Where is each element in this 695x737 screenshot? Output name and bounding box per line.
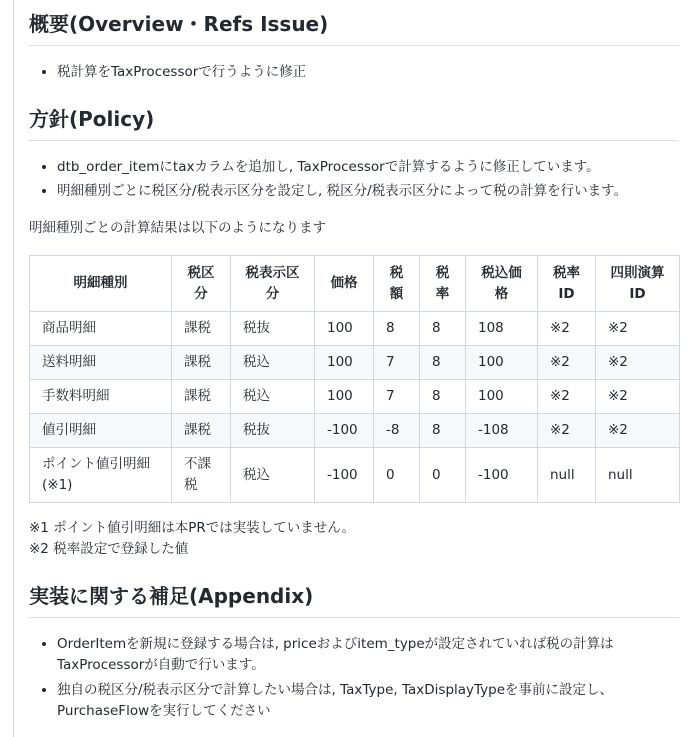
table-cell: 8 xyxy=(420,414,466,448)
table-cell: 8 xyxy=(420,346,466,380)
table-row xyxy=(30,346,680,380)
policy-heading: 方針(Policy) xyxy=(29,105,679,141)
table-cell: 108 xyxy=(466,312,538,346)
list-item: • dtb_order_itemにtaxカラムを追加し, TaxProcessorで計算するように修正しています。 xyxy=(57,157,695,178)
table-cell: -8 xyxy=(374,414,420,448)
table-cell: -100 xyxy=(466,448,538,503)
table-cell: 0 xyxy=(420,448,466,503)
table-header-row xyxy=(30,256,680,312)
table-cell: 課税 xyxy=(172,312,231,346)
table-cell: 7 xyxy=(374,380,420,414)
table-cell: 8 xyxy=(420,312,466,346)
table-cell: 税込 xyxy=(231,380,315,414)
table-cell: 手数料明細 xyxy=(30,380,172,414)
table-header: 税額 xyxy=(374,256,420,312)
table-cell: 課税 xyxy=(172,380,231,414)
table-cell: 100 xyxy=(466,346,538,380)
footnotes xyxy=(29,518,679,560)
table-cell: null xyxy=(538,448,596,503)
table-cell: 税抜 xyxy=(231,414,315,448)
table-header: 価格 xyxy=(315,256,374,312)
table-row xyxy=(30,380,680,414)
table-cell: null xyxy=(596,448,680,503)
table-cell: 0 xyxy=(374,448,420,503)
table-header: 税込価格 xyxy=(466,256,538,312)
overview-list xyxy=(29,62,695,83)
table-row xyxy=(30,312,680,346)
table-intro: 明細種別ごとの計算結果は以下のようになります xyxy=(29,220,326,236)
list-item: • OrderItemを新規に登録する場合は, priceおよびitem_typeが設定されていれば税の計算は TaxProcessorが自動で行います。 xyxy=(57,634,677,676)
table-cell: ※2 xyxy=(538,312,596,346)
table-cell: 税抜 xyxy=(231,312,315,346)
table-cell: ※2 xyxy=(596,312,680,346)
table-cell: -100 xyxy=(315,448,374,503)
list-item: • 独自の税区分/税表示区分で計算したい場合は, TaxType, TaxDisplayTypeを事前に設定し、PurchaseFlowを実行してください xyxy=(57,680,677,722)
table-cell: 商品明細 xyxy=(30,312,172,346)
table-cell: ポイント値引明細(※1) xyxy=(30,448,172,503)
footnote: ※2 税率設定で登録した値 xyxy=(29,541,189,557)
table-header: 税区分 xyxy=(172,256,231,312)
table-cell: 8 xyxy=(420,380,466,414)
table-row xyxy=(30,414,680,448)
overview-heading: 概要(Overview・Refs Issue) xyxy=(29,10,679,46)
table-cell: ※2 xyxy=(596,380,680,414)
table-cell: 100 xyxy=(466,380,538,414)
table-cell: ※2 xyxy=(538,346,596,380)
policy-list xyxy=(29,157,695,202)
table-cell: 税込 xyxy=(231,448,315,503)
table-cell: 値引明細 xyxy=(30,414,172,448)
list-item: • 税計算をTaxProcessorで行うように修正 xyxy=(57,62,695,83)
table-cell: ※2 xyxy=(538,380,596,414)
table-header: 税表示区分 xyxy=(231,256,315,312)
table-header: 税率 xyxy=(420,256,466,312)
table-cell: 課税 xyxy=(172,346,231,380)
table-cell: 課税 xyxy=(172,414,231,448)
list-item: • 明細種別ごとに税区分/税表示区分を設定し, 税区分/税表示区分によって税の計算を行います。 xyxy=(57,181,695,202)
footnote: ※1 ポイント値引明細は本PRでは実装していません。 xyxy=(29,520,356,536)
table-header: 四則演算ID xyxy=(596,256,680,312)
table-cell: -100 xyxy=(315,414,374,448)
table-cell: 送料明細 xyxy=(30,346,172,380)
appendix-heading: 実装に関する補足(Appendix) xyxy=(29,582,679,618)
table-cell: 8 xyxy=(374,312,420,346)
table-row xyxy=(30,448,680,503)
table-cell: 不課税 xyxy=(172,448,231,503)
table-cell: 税込 xyxy=(231,346,315,380)
table-cell: 7 xyxy=(374,346,420,380)
table-cell: 100 xyxy=(315,380,374,414)
table-cell: ※2 xyxy=(596,414,680,448)
table-cell: ※2 xyxy=(596,346,680,380)
table-header: 明細種別 xyxy=(30,256,172,312)
table-cell: -108 xyxy=(466,414,538,448)
table-header: 税率ID xyxy=(538,256,596,312)
tax-calculation-table xyxy=(29,255,680,503)
appendix-list xyxy=(29,634,677,722)
table-cell: 100 xyxy=(315,346,374,380)
table-cell: ※2 xyxy=(538,414,596,448)
table-cell: 100 xyxy=(315,312,374,346)
